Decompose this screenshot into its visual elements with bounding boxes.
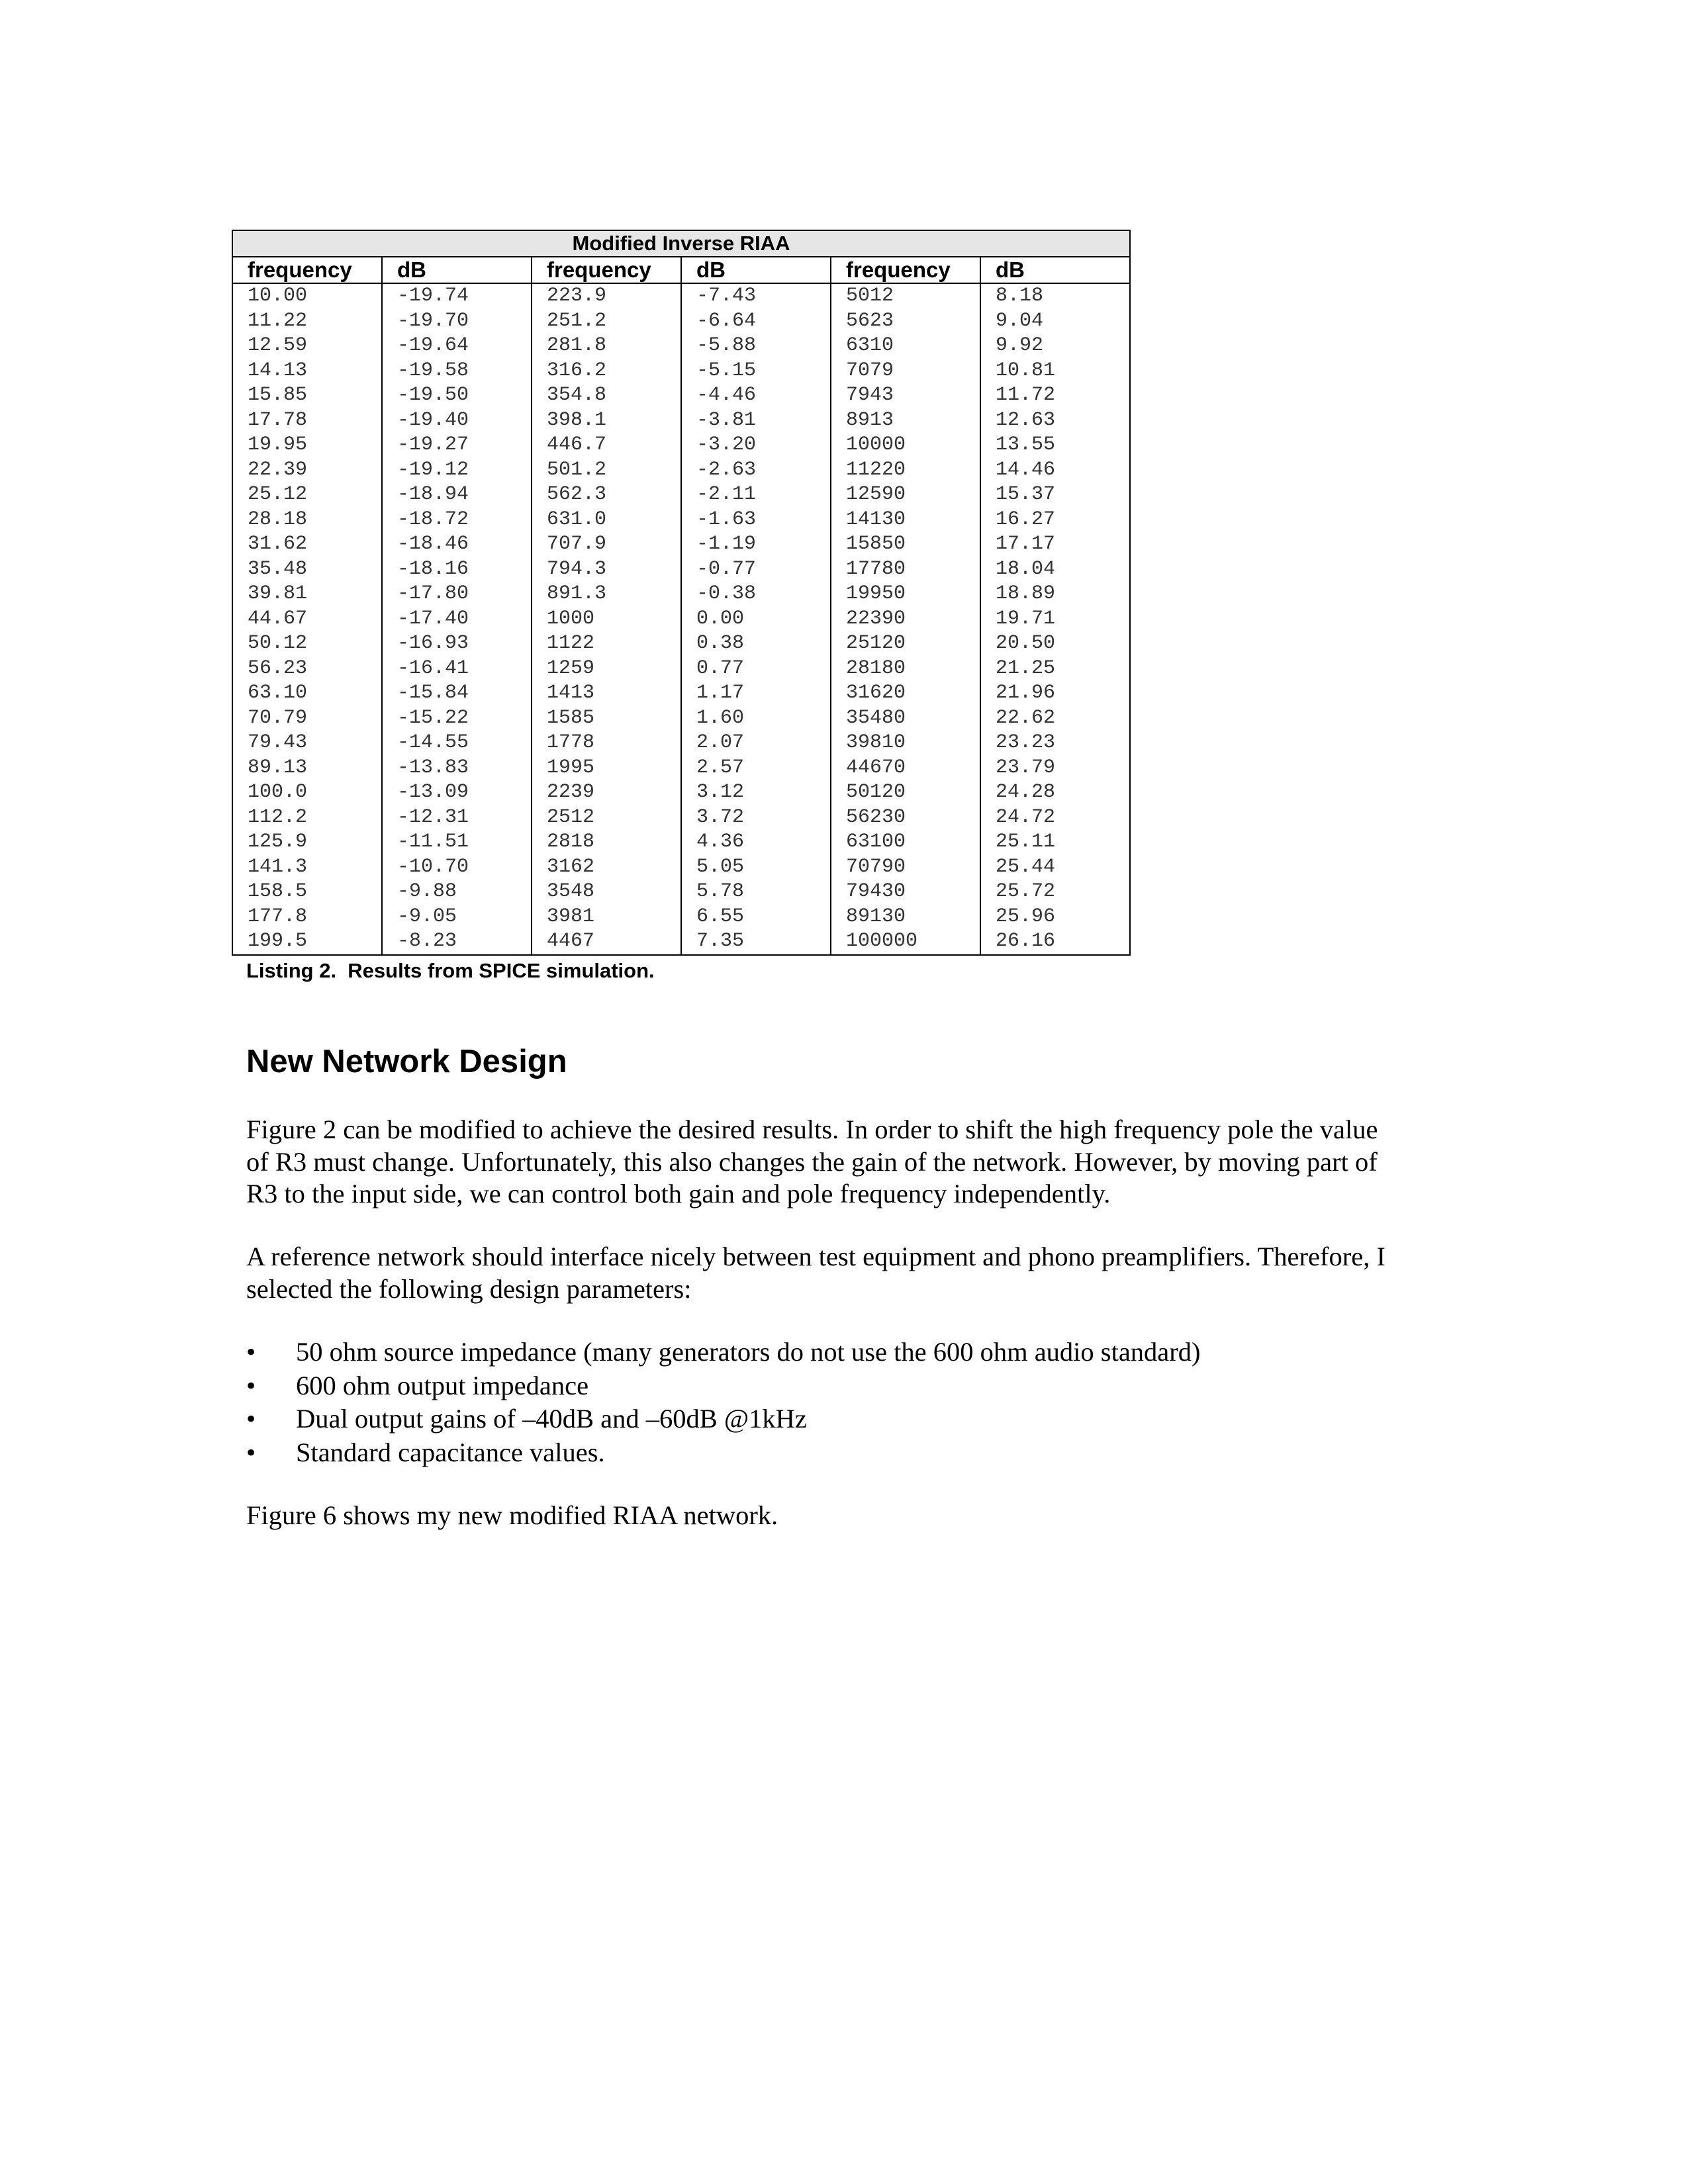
table-row (232, 731, 1130, 756)
db-cell: -14.55 (382, 731, 532, 756)
db-cell: 26.16 (996, 930, 1056, 952)
frequency-cell: 3548 (532, 880, 681, 905)
db-cell: 17.17 (996, 533, 1056, 555)
db-cell: -17.40 (382, 607, 532, 632)
list-item-text: 600 ohm output impedance (296, 1370, 589, 1400)
table-row (232, 408, 1130, 433)
table-row (232, 631, 1130, 657)
frequency-cell: 1122 (532, 631, 681, 657)
db-cell: -19.27 (382, 433, 532, 458)
db-cell: -19.74 (382, 283, 532, 309)
db-cell: -18.16 (382, 557, 532, 582)
db-cell: 1.60 (681, 706, 831, 731)
frequency-cell: 5623 (831, 309, 980, 334)
frequency-cell: 35480 (831, 706, 980, 731)
db-cell: -13.09 (382, 780, 532, 805)
db-cell: 25.11 (996, 831, 1056, 853)
table-row (232, 830, 1130, 855)
frequency-cell: 562.3 (532, 482, 681, 508)
frequency-cell: 12.59 (232, 334, 382, 359)
table-row (232, 433, 1130, 458)
table-row (232, 359, 1130, 384)
frequency-cell: 56.23 (232, 657, 382, 682)
db-cell: 6.55 (681, 905, 831, 930)
frequency-cell: 5012 (831, 283, 980, 309)
frequency-cell: 22390 (831, 607, 980, 632)
table-row (232, 458, 1130, 483)
frequency-cell: 22.39 (232, 458, 382, 483)
frequency-cell: 15850 (831, 532, 980, 557)
db-cell: -15.84 (382, 681, 532, 706)
table-row (232, 855, 1130, 880)
table-row (232, 657, 1130, 682)
frequency-cell: 35.48 (232, 557, 382, 582)
frequency-cell: 10000 (831, 433, 980, 458)
table-row (232, 557, 1130, 582)
list-item (246, 1402, 1201, 1436)
db-cell: 15.37 (996, 483, 1056, 506)
db-cell: 13.55 (996, 433, 1056, 456)
frequency-cell: 707.9 (532, 532, 681, 557)
db-cell: -18.72 (382, 508, 532, 533)
db-cell: 0.38 (681, 631, 831, 657)
frequency-cell: 63100 (831, 830, 980, 855)
frequency-cell: 19.95 (232, 433, 382, 458)
body-paragraph: A reference network should interface nicely between test equipment and phono preamplifiers. Therefore, I selected the following design parameters: (246, 1242, 1385, 1304)
frequency-cell: 501.2 (532, 458, 681, 483)
db-cell: 16.27 (996, 508, 1056, 531)
db-cell: -17.80 (382, 582, 532, 607)
frequency-cell: 10.00 (232, 283, 382, 309)
table-row (232, 309, 1130, 334)
frequency-cell: 79.43 (232, 731, 382, 756)
table-row (232, 929, 1130, 955)
frequency-cell: 7079 (831, 359, 980, 384)
frequency-cell: 15.85 (232, 383, 382, 408)
db-cell: 14.46 (996, 458, 1056, 481)
frequency-cell: 398.1 (532, 408, 681, 433)
db-cell: -3.20 (681, 433, 831, 458)
frequency-cell: 70.79 (232, 706, 382, 731)
frequency-cell: 44670 (831, 756, 980, 781)
db-cell: -1.63 (681, 508, 831, 533)
db-cell: -12.31 (382, 805, 532, 831)
db-cell: 25.96 (996, 905, 1056, 928)
column-header-db: dB (681, 257, 831, 283)
section-heading: New Network Design (246, 1044, 567, 1079)
frequency-cell: 354.8 (532, 383, 681, 408)
db-cell: -7.43 (681, 283, 831, 309)
db-cell: 4.36 (681, 830, 831, 855)
db-cell: 8.18 (996, 285, 1044, 307)
db-cell: -2.11 (681, 482, 831, 508)
list-item (246, 1436, 1201, 1470)
db-cell: -18.94 (382, 482, 532, 508)
table-row (232, 582, 1130, 607)
frequency-cell: 28.18 (232, 508, 382, 533)
db-cell: 2.07 (681, 731, 831, 756)
frequency-cell: 1585 (532, 706, 681, 731)
design-parameters-list (246, 1336, 1201, 1469)
db-cell: 21.96 (996, 682, 1056, 704)
db-cell: -2.63 (681, 458, 831, 483)
frequency-cell: 50120 (831, 780, 980, 805)
table-header-row (232, 257, 1130, 283)
bullet-icon: • (246, 1404, 256, 1433)
frequency-cell: 223.9 (532, 283, 681, 309)
body-paragraph: Figure 6 shows my new modified RIAA network. (246, 1500, 778, 1530)
db-cell: -19.40 (382, 408, 532, 433)
table-row (232, 334, 1130, 359)
db-cell: -13.83 (382, 756, 532, 781)
db-cell: -16.93 (382, 631, 532, 657)
frequency-cell: 2239 (532, 780, 681, 805)
frequency-cell: 25.12 (232, 482, 382, 508)
bullet-icon: • (246, 1370, 256, 1400)
listing-caption: Listing 2. Results from SPICE simulation. (246, 959, 655, 982)
db-cell: 3.72 (681, 805, 831, 831)
frequency-cell: 14130 (831, 508, 980, 533)
db-cell: 5.78 (681, 880, 831, 905)
db-cell: -5.88 (681, 334, 831, 359)
table-row (232, 482, 1130, 508)
table-row (232, 756, 1130, 781)
table-row (232, 383, 1130, 408)
db-cell: -11.51 (382, 830, 532, 855)
frequency-cell: 39.81 (232, 582, 382, 607)
frequency-cell: 11.22 (232, 309, 382, 334)
db-cell: -19.70 (382, 309, 532, 334)
db-cell: 25.72 (996, 880, 1056, 903)
table-row (232, 780, 1130, 805)
list-item-text: Standard capacitance values. (296, 1437, 605, 1467)
db-cell: 23.79 (996, 756, 1056, 779)
list-item (246, 1369, 1201, 1403)
list-item (246, 1336, 1201, 1369)
frequency-cell: 281.8 (532, 334, 681, 359)
db-cell: 18.89 (996, 582, 1056, 605)
db-cell: 25.44 (996, 855, 1056, 878)
db-cell: -1.19 (681, 532, 831, 557)
db-cell: 7.35 (681, 929, 831, 955)
frequency-cell: 177.8 (232, 905, 382, 930)
frequency-cell: 12590 (831, 482, 980, 508)
db-cell: 19.71 (996, 607, 1056, 630)
frequency-cell: 2512 (532, 805, 681, 831)
table-row (232, 532, 1130, 557)
db-cell: 12.63 (996, 408, 1056, 432)
frequency-cell: 89.13 (232, 756, 382, 781)
frequency-cell: 56230 (831, 805, 980, 831)
table-row (232, 508, 1130, 533)
frequency-cell: 100000 (831, 929, 980, 955)
db-cell: 9.04 (996, 309, 1044, 332)
list-item-text: Dual output gains of –40dB and –60dB @1kHz (296, 1404, 807, 1433)
db-cell: 24.28 (996, 781, 1056, 803)
frequency-cell: 4467 (532, 929, 681, 955)
column-header-db: dB (980, 257, 1130, 283)
table-row (232, 905, 1130, 930)
frequency-cell: 8913 (831, 408, 980, 433)
db-cell: 1.17 (681, 681, 831, 706)
table-row (232, 607, 1130, 632)
db-cell: 21.25 (996, 657, 1056, 680)
frequency-cell: 28180 (831, 657, 980, 682)
frequency-cell: 158.5 (232, 880, 382, 905)
frequency-cell: 891.3 (532, 582, 681, 607)
frequency-cell: 25120 (831, 631, 980, 657)
db-cell: 5.05 (681, 855, 831, 880)
table-row (232, 681, 1130, 706)
db-cell: -0.77 (681, 557, 831, 582)
table-row (232, 880, 1130, 905)
db-cell: -19.64 (382, 334, 532, 359)
frequency-cell: 100.0 (232, 780, 382, 805)
frequency-cell: 316.2 (532, 359, 681, 384)
frequency-cell: 7943 (831, 383, 980, 408)
db-cell: -19.50 (382, 383, 532, 408)
frequency-cell: 70790 (831, 855, 980, 880)
db-cell: -10.70 (382, 855, 532, 880)
column-header-frequency: frequency (232, 257, 382, 283)
frequency-cell: 1000 (532, 607, 681, 632)
db-cell: -15.22 (382, 706, 532, 731)
db-cell: -6.64 (681, 309, 831, 334)
db-cell: -0.38 (681, 582, 831, 607)
db-cell: -9.88 (382, 880, 532, 905)
db-cell: 11.72 (996, 384, 1056, 406)
frequency-cell: 3162 (532, 855, 681, 880)
frequency-cell: 31.62 (232, 532, 382, 557)
db-cell: 2.57 (681, 756, 831, 781)
frequency-cell: 19950 (831, 582, 980, 607)
frequency-cell: 1259 (532, 657, 681, 682)
frequency-cell: 1995 (532, 756, 681, 781)
table-row (232, 283, 1130, 309)
frequency-cell: 17780 (831, 557, 980, 582)
frequency-cell: 794.3 (532, 557, 681, 582)
riaa-results-table (232, 230, 1131, 956)
frequency-cell: 17.78 (232, 408, 382, 433)
frequency-cell: 2818 (532, 830, 681, 855)
db-cell: -5.15 (681, 359, 831, 384)
frequency-cell: 63.10 (232, 681, 382, 706)
frequency-cell: 89130 (831, 905, 980, 930)
frequency-cell: 50.12 (232, 631, 382, 657)
frequency-cell: 11220 (831, 458, 980, 483)
frequency-cell: 141.3 (232, 855, 382, 880)
body-paragraph: Figure 2 can be modified to achieve the desired results. In order to shift the high frequency pole the value of R3 must change. Unfortunately, this also changes the gain of the network. However, by moving part of R3 to the input side, we can control both gain and pole frequency independently. (246, 1115, 1378, 1208)
column-header-frequency: frequency (532, 257, 681, 283)
db-cell: -18.46 (382, 532, 532, 557)
frequency-cell: 79430 (831, 880, 980, 905)
frequency-cell: 631.0 (532, 508, 681, 533)
frequency-cell: 39810 (831, 731, 980, 756)
frequency-cell: 112.2 (232, 805, 382, 831)
db-cell: 10.81 (996, 359, 1056, 382)
table-row (232, 805, 1130, 831)
db-cell: -9.05 (382, 905, 532, 930)
frequency-cell: 6310 (831, 334, 980, 359)
db-cell: -8.23 (382, 929, 532, 955)
frequency-cell: 3981 (532, 905, 681, 930)
frequency-cell: 251.2 (532, 309, 681, 334)
frequency-cell: 199.5 (232, 929, 382, 955)
list-item-text: 50 ohm source impedance (many generators do not use the 600 ohm audio standard) (296, 1337, 1201, 1367)
db-cell: 18.04 (996, 557, 1056, 580)
table-caption: Modified Inverse RIAA (232, 230, 1130, 257)
frequency-cell: 1778 (532, 731, 681, 756)
table-body (232, 283, 1130, 955)
bullet-icon: • (246, 1437, 256, 1467)
table-row (232, 706, 1130, 731)
frequency-cell: 446.7 (532, 433, 681, 458)
frequency-cell: 14.13 (232, 359, 382, 384)
db-cell: -19.58 (382, 359, 532, 384)
db-cell: 24.72 (996, 805, 1056, 829)
db-cell: 22.62 (996, 706, 1056, 729)
db-cell: -4.46 (681, 383, 831, 408)
db-cell: -19.12 (382, 458, 532, 483)
db-cell: 0.00 (681, 607, 831, 632)
column-header-frequency: frequency (831, 257, 980, 283)
db-cell: -3.81 (681, 408, 831, 433)
frequency-cell: 125.9 (232, 830, 382, 855)
db-cell: 3.12 (681, 780, 831, 805)
frequency-cell: 31620 (831, 681, 980, 706)
db-cell: 23.23 (996, 731, 1056, 754)
bullet-icon: • (246, 1337, 256, 1367)
frequency-cell: 44.67 (232, 607, 382, 632)
db-cell: -16.41 (382, 657, 532, 682)
column-header-db: dB (382, 257, 532, 283)
db-cell: 0.77 (681, 657, 831, 682)
db-cell: 9.92 (996, 334, 1044, 357)
db-cell: 20.50 (996, 632, 1056, 655)
frequency-cell: 1413 (532, 681, 681, 706)
